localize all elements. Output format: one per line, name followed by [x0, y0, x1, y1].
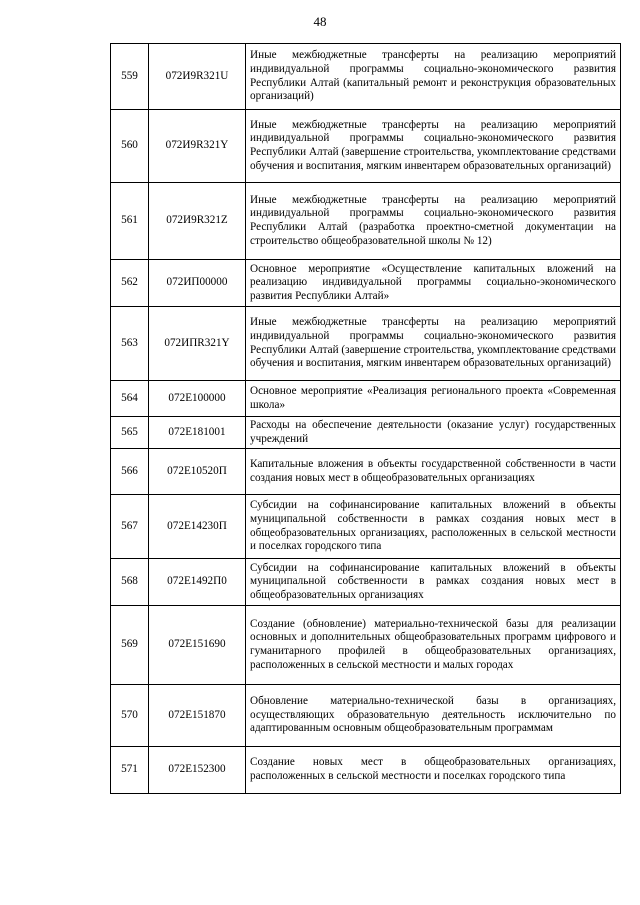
row-number: 559 [111, 44, 149, 110]
row-description: Основное мероприятие «Реализация регионального проекта «Современная школа» [246, 381, 621, 417]
table-row [111, 110, 621, 183]
table-row [111, 495, 621, 559]
table-row [111, 307, 621, 381]
row-number: 564 [111, 381, 149, 417]
row-code: 072Е100000 [149, 381, 246, 417]
row-code: 072И9R321U [149, 44, 246, 110]
row-description: Иные межбюджетные трансферты на реализацию мероприятий индивидуальной программы социально-экономического развития Республики Алтай (разработка проектно-сметной документации на строительство общеобразовательной школы № 12) [246, 183, 621, 260]
row-description: Иные межбюджетные трансферты на реализацию мероприятий индивидуальной программы социально-экономического развития Республики Алтай (завершение строительства, укомплектование средствами обучения и воспитания, мягким инвентарем образовательных организаций) [246, 307, 621, 381]
row-code: 072Е1492П0 [149, 559, 246, 606]
row-code: 072И9R321Y [149, 110, 246, 183]
row-code: 072И9R321Z [149, 183, 246, 260]
row-number: 565 [111, 417, 149, 449]
table-row [111, 606, 621, 685]
row-code: 072Е181001 [149, 417, 246, 449]
row-number: 563 [111, 307, 149, 381]
row-code: 072Е10520П [149, 449, 246, 495]
row-description: Субсидии на софинансирование капитальных вложений в объекты муниципальной собственности в рамках создания новых мест в общеобразовательных организациях, расположенных в сельской местности и поселках городского типа [246, 495, 621, 559]
row-number: 566 [111, 449, 149, 495]
row-number: 560 [111, 110, 149, 183]
page-number: 48 [313, 14, 327, 29]
row-code: 072ИП00000 [149, 260, 246, 307]
table-row [111, 183, 621, 260]
row-code: 072ИПR321Y [149, 307, 246, 381]
row-description: Создание новых мест в общеобразовательных организациях, расположенных в сельской местности и поселках городского типа [246, 747, 621, 794]
table-row [111, 449, 621, 495]
table-row [111, 381, 621, 417]
row-number: 568 [111, 559, 149, 606]
row-code: 072Е151870 [149, 685, 246, 747]
row-description: Создание (обновление) материально-технической базы для реализации основных и дополнительных общеобразовательных программ цифрового и гуманитарного профилей в общеобразовательных организациях, расположенных в сельской местности и малых городах [246, 606, 621, 685]
row-code: 072Е152300 [149, 747, 246, 794]
row-description: Субсидии на софинансирование капитальных вложений в объекты муниципальной собственности в рамках создания новых мест в общеобразовательных организациях [246, 559, 621, 606]
table-row [111, 260, 621, 307]
row-description: Капитальные вложения в объекты государственной собственности в части создания новых мест в общеобразовательных организациях [246, 449, 621, 495]
row-code: 072Е151690 [149, 606, 246, 685]
table-row [111, 747, 621, 794]
row-description: Расходы на обеспечение деятельности (оказание услуг) государственных учреждений [246, 417, 621, 449]
row-number: 567 [111, 495, 149, 559]
row-description: Иные межбюджетные трансферты на реализацию мероприятий индивидуальной программы социально-экономического развития Республики Алтай (капитальный ремонт и реконструкция образовательных организаций) [246, 44, 621, 110]
row-number: 570 [111, 685, 149, 747]
table-body [111, 44, 621, 794]
row-number: 569 [111, 606, 149, 685]
row-code: 072Е14230П [149, 495, 246, 559]
table-row [111, 559, 621, 606]
row-description: Иные межбюджетные трансферты на реализацию мероприятий индивидуальной программы социально-экономического развития Республики Алтай (завершение строительства, укомплектование средствами обучения и воспитания, мягким инвентарем образовательных организаций) [246, 110, 621, 183]
row-number: 562 [111, 260, 149, 307]
budget-codes-table [110, 43, 621, 794]
row-description: Обновление материально-технической базы в организациях, осуществляющих образовательную деятельность исключительно по адаптированным основным общеобразовательным программам [246, 685, 621, 747]
table-row [111, 44, 621, 110]
row-number: 571 [111, 747, 149, 794]
row-number: 561 [111, 183, 149, 260]
table-row [111, 417, 621, 449]
row-description: Основное мероприятие «Осуществление капитальных вложений на реализацию индивидуальной программы социально-экономического развития Республики Алтай» [246, 260, 621, 307]
table-row [111, 685, 621, 747]
